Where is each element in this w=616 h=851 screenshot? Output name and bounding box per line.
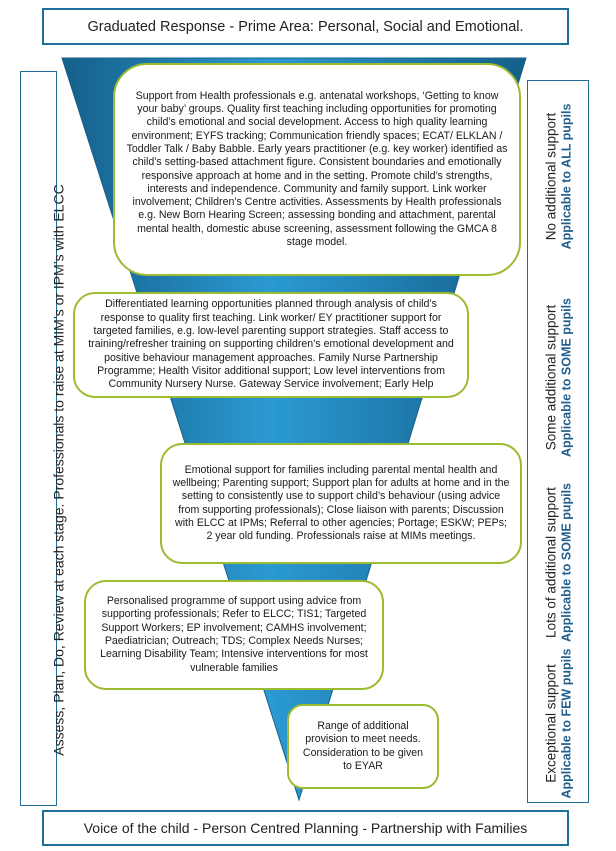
footer-title: Voice of the child - Person Centred Planning - Partnership with Families (83, 820, 528, 836)
support-box-exceptional (287, 704, 439, 789)
support-box-personalised (84, 580, 384, 690)
header-title: Graduated Response - Prime Area: Personal, Social and Emotional. (87, 18, 524, 35)
support-box-text: Support from Health professionals e.g. antenatal workshops, ‘Getting to know your baby’ groups. Quality first teaching including opportunities for promoting child’s emotional and social development. Access to high quality learning environment; EYFS tracking; Communication friendly spaces; ECAT/ ELKLAN / Toddler Talk / Baby Babble. Early years practitioner (e.g. key worker) identified as child’s setting-based attachment figure. Consistent boundaries and emotionally responsive approach at home and in the setting. Promote child’s strengths, interests and independence. Community and family support. Link worker involvement; Children’s Centre activities. Assessments by Health professionals e.g. New Born Hearing Screen; assessing bonding and attachment, parental mental health, domestic abuse screening, assessment following the GMCA 8 stage model. (126, 89, 508, 248)
support-box-text: Personalised programme of support using advice from supporting professionals; Refer to ELCC; TIS1; Targeted Support Workers; EP involvement; CAMHS involvement; Paediatrician; Outreach; TDS; Complex Needs Nurses; Learning Disability Team; Intensive interventions for most vulnerable families (100, 595, 368, 674)
level-scope: Applicable to SOME pupils (559, 297, 574, 458)
level-label: Exceptional support (543, 664, 559, 783)
level-label: No additional support (543, 112, 559, 241)
left-side-label: Assess, Plan, Do, Review at each stage. Professionals to raise at MIM’s or IPM’s with ELCC (50, 184, 67, 756)
level-scope: Applicable to FEW pupils (559, 648, 574, 799)
support-box-text: Differentiated learning opportunities planned through analysis of child’s response to quality first teaching. Link worker/ EY practitioner support for targeted families, e.g. low-level parenting support strategies. Staff access to training/refresher training on supporting children’s emotional development and positive behaviour management approaches. Family Nurse Partnership Programme; Health Visitor additional support; Low level interventions from Community Nursery Nurse. Gateway Service involvement; Early Help (88, 298, 454, 391)
support-box-text: Range of additional provision to meet needs. Consideration to be given to EYAR (302, 719, 424, 772)
level-label: Lots of additional support (543, 487, 559, 638)
support-box-lots (160, 443, 522, 564)
support-box-text: Emotional support for families including parental mental health and wellbeing; Parenting support; Support plan for adults at home and in the setting to consistently use to support child’s behaviour (using advice from supporting professionals); Close liaison with parents; Discussion with ELCC at IPMs; Referral to other agencies; Portage; ESKW; PEPs; 2 year old funding. Professionals raise at MIMs meetings. (172, 463, 510, 543)
footer-banner (42, 810, 569, 846)
level-scope: Applicable to ALL pupils (559, 103, 574, 250)
support-box-targeted (73, 292, 469, 398)
support-box-universal (113, 63, 521, 276)
level-scope: Applicable to SOME pupils (559, 482, 574, 643)
level-label: Some additional support (543, 304, 559, 451)
